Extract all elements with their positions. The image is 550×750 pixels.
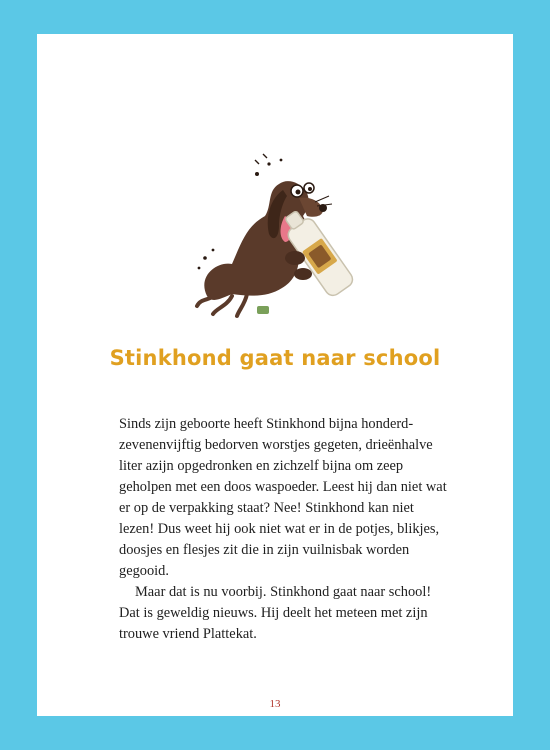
paragraph-1: Sinds zijn geboorte heeft Stinkhond bijna honderd-zevenenvijftig bedorven worstjes gegeten, drieënhalve liter azijn opgedronken en zichzelf bijna om zeep geholpen met een doos waspoeder. Leest hij dan niet wat er op de verpakking staat? Nee! Stinkhond kan niet lezen! Dus weet hij ook niet wat er in de potjes, blikjes, doosjes en flesjes zit die in zijn vuilnisbak worden gegooid.: [119, 416, 447, 579]
body-text: [119, 414, 449, 645]
book-page: [37, 34, 513, 716]
dog-with-bottle-illustration: [187, 146, 357, 321]
paragraph-2: Maar dat is nu voorbij. Stinkhond gaat naar school! Dat is geweldig nieuws. Hij deelt het meteen met zijn trouwe vriend Plattekat.: [119, 584, 432, 642]
page-number: 13: [269, 698, 281, 710]
chapter-title: Stinkhond gaat naar school: [109, 346, 441, 370]
